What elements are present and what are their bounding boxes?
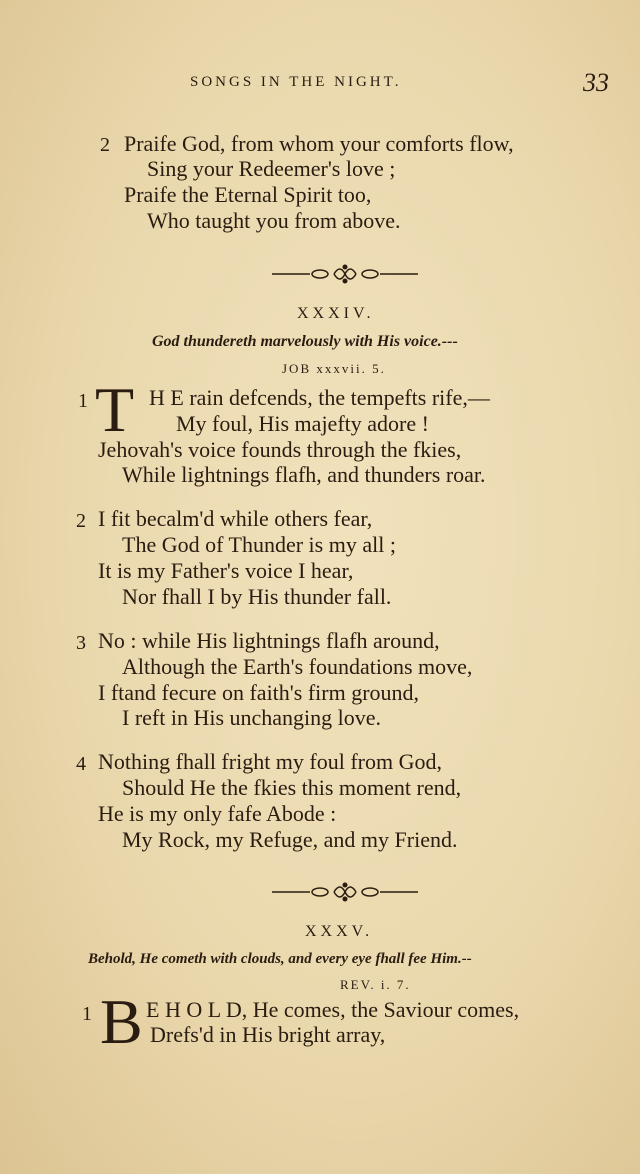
verse-line: Praife God, from whom your comforts flow,	[124, 131, 514, 156]
stanza-number: 4	[76, 753, 86, 775]
verse-line: Praife the Eternal Spirit too,	[124, 182, 372, 207]
scripture-reference: REV. i. 7.	[340, 977, 411, 992]
verse-line: Nothing fhall fright my foul from God,	[98, 749, 443, 774]
hymn-numeral: XXXV.	[305, 923, 374, 940]
verse-line: While lightnings flafh, and thunders roar.	[122, 462, 486, 487]
verse-line: H E rain defcends, the tempefts rife,—	[149, 385, 490, 410]
drop-cap: B	[100, 986, 143, 1057]
stanza-number: 1	[78, 390, 88, 412]
verse-line: E H O L D, He comes, the Saviour comes,	[146, 997, 520, 1022]
verse-line: I ftand fecure on faith's firm ground,	[98, 680, 420, 705]
ornament-divider	[270, 262, 420, 286]
hymn-numeral: XXXIV.	[297, 305, 375, 322]
epigraph: Behold, He cometh with clouds, and every eye fhall fee Him.--	[88, 951, 472, 967]
page-number: 33	[583, 68, 609, 97]
epigraph: God thundereth marvelously with His voice.---	[152, 333, 458, 350]
stanza-number: 2	[76, 510, 86, 532]
verse-line: My Rock, my Refuge, and my Friend.	[122, 827, 458, 852]
ornament-divider	[270, 880, 420, 904]
verse-line: My foul, His majefty adore !	[176, 411, 429, 436]
verse-line: It is my Father's voice I hear,	[98, 558, 354, 583]
verse-line: Should He the fkies this moment rend,	[122, 775, 462, 800]
verse-line: Nor fhall I by His thunder fall.	[122, 584, 392, 609]
stanza-number: 1	[82, 1003, 92, 1025]
drop-cap: T	[95, 374, 135, 445]
verse-line: No : while His lightnings flafh around,	[98, 628, 440, 653]
verse-line: Although the Earth's foundations move,	[122, 654, 473, 679]
verse-line: Sing your Redeemer's love ;	[147, 156, 396, 181]
verse-line: Drefs'd in His bright array,	[150, 1022, 386, 1047]
verse-line: Who taught you from above.	[147, 208, 401, 233]
running-head: SONGS IN THE NIGHT.	[190, 74, 402, 90]
scripture-reference: JOB xxxvii. 5.	[282, 361, 386, 376]
stanza-number: 2	[100, 134, 110, 156]
verse-line: The God of Thunder is my all ;	[122, 532, 396, 557]
verse-line: Jehovah's voice founds through the fkies,	[98, 437, 462, 462]
verse-line: He is my only fafe Abode :	[98, 801, 337, 826]
stanza-number: 3	[76, 632, 86, 654]
verse-line: I fit becalm'd while others fear,	[98, 506, 373, 531]
verse-line: I reft in His unchanging love.	[122, 705, 382, 730]
